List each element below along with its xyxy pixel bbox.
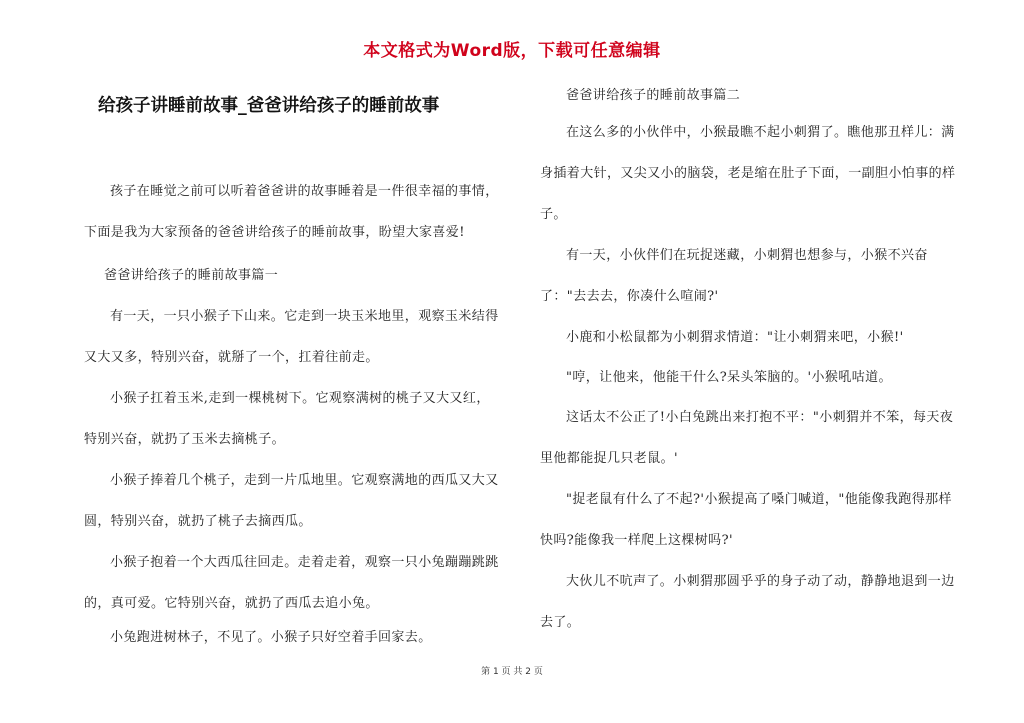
- right-paragraph-3: 小鹿和小松鼠都为小刺猬求情道："让小刺猬来吧，小猴!': [566, 330, 904, 345]
- right-paragraph-5: 这话太不公正了!小白兔跳出来打抱不平："小刺猬并不笨，每天夜里他都能捉几只老鼠。': [540, 410, 954, 466]
- left-paragraph-5: 小兔跑进树林子，不见了。小猴子只好空着手回家去。: [110, 630, 432, 645]
- left-paragraph-2: 小猴子扛着玉米,走到一棵桃树下。它观察满树的桃子又大又红，特别兴奋，就扔了玉米去摘桃子。: [84, 391, 490, 447]
- right-paragraph-4: "哼，让他来，他能干什么?呆头笨脑的。'小猴吼咕道。: [566, 370, 892, 385]
- intro-paragraph: 孩子在睡觉之前可以听着爸爸讲的故事睡着是一件很幸福的事情，下面是我为大家预备的爸爸讲给孩子的睡前故事，盼望大家喜爱!: [84, 184, 499, 240]
- section-one-heading: 爸爸讲给孩子的睡前故事篇一: [104, 268, 279, 283]
- left-paragraph-3: 小猴子捧着几个桃子，走到一片瓜地里。它观察满地的西瓜又大又圆，特别兴奋，就扔了桃子去摘西瓜。: [84, 473, 499, 529]
- right-paragraph-2: 有一天，小伙伴们在玩捉迷藏，小刺猬也想参与，小猴不兴奋了："去去去，你凑什么喧闹?': [540, 248, 928, 304]
- right-paragraph-1: 在这么多的小伙伴中，小猴最瞧不起小刺猬了。瞧他那丑样儿：满身插着大针，又尖又小的脑袋，老是缩在肚子下面，一副胆小怕事的样子。: [540, 125, 956, 222]
- left-paragraph-4: 小猴子抱着一个大西瓜往回走。走着走着，观察一只小兔蹦蹦跳跳的，真可爱。它特别兴奋，就扔了西瓜去追小兔。: [84, 555, 499, 611]
- page-number-footer: 第 1 页 共 2 页: [481, 667, 543, 677]
- right-paragraph-7: 大伙儿不吭声了。小刺猬那圆乎乎的身子动了动，静静地退到一边去了。: [540, 574, 955, 630]
- left-paragraph-1: 有一天，一只小猴子下山来。它走到一块玉米地里，观察玉米结得又大又多，特别兴奋，就掰了一个，扛着往前走。: [84, 309, 499, 365]
- section-two-heading: 爸爸讲给孩子的睡前故事篇二: [566, 88, 741, 103]
- document-title: 给孩子讲睡前故事_爸爸讲给孩子的睡前故事: [98, 96, 440, 116]
- word-format-banner: 本文格式为Word版，下载可任意编辑: [363, 41, 661, 61]
- right-paragraph-6: "捉老鼠有什么了不起?'小猴提高了嗓门喊道，"他能像我跑得那样快吗?能像我一样爬上这棵树吗?': [540, 492, 952, 548]
